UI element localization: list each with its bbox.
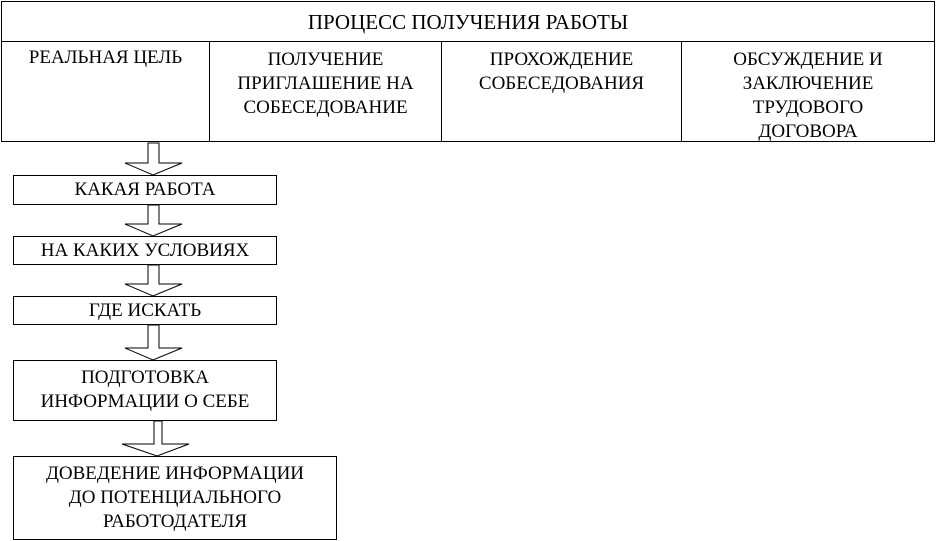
process-title: ПРОЦЕСС ПОЛУЧЕНИЯ РАБОТЫ — [2, 2, 934, 42]
step-prepare-info: ПОДГОТОВКА ИНФОРМАЦИИ О СЕБЕ — [13, 360, 277, 421]
step-what-job: КАКАЯ РАБОТА — [13, 175, 277, 205]
stage-pass-interview: ПРОХОЖДЕНИЕ СОБЕСЕДОВАНИЯ — [442, 42, 682, 142]
down-arrow-icon — [125, 143, 182, 175]
down-arrow-icon — [125, 205, 182, 236]
stage-get-invitation: ПОЛУЧЕНИЕ ПРИГЛАШЕНИЕ НА СОБЕСЕДОВАНИЕ — [210, 42, 442, 142]
stage-real-goal: РЕАЛЬНАЯ ЦЕЛЬ — [2, 42, 210, 142]
down-arrow-icon — [125, 265, 182, 296]
down-arrow-icon — [125, 325, 182, 360]
down-arrow-icon — [122, 421, 189, 456]
stage-contract: ОБСУЖДЕНИЕ И ЗАКЛЮЧЕНИЕ ТРУДОВОГО ДОГОВОРА — [733, 49, 883, 142]
process-table — [1, 1, 935, 142]
step-deliver-info: ДОВЕДЕНИЕ ИНФОРМАЦИИ ДО ПОТЕНЦИАЛЬНОГО РАБОТОДАТЕЛЯ — [13, 456, 337, 540]
step-conditions: НА КАКИХ УСЛОВИЯХ — [13, 236, 277, 265]
step-where-search: ГДЕ ИСКАТЬ — [13, 296, 277, 325]
